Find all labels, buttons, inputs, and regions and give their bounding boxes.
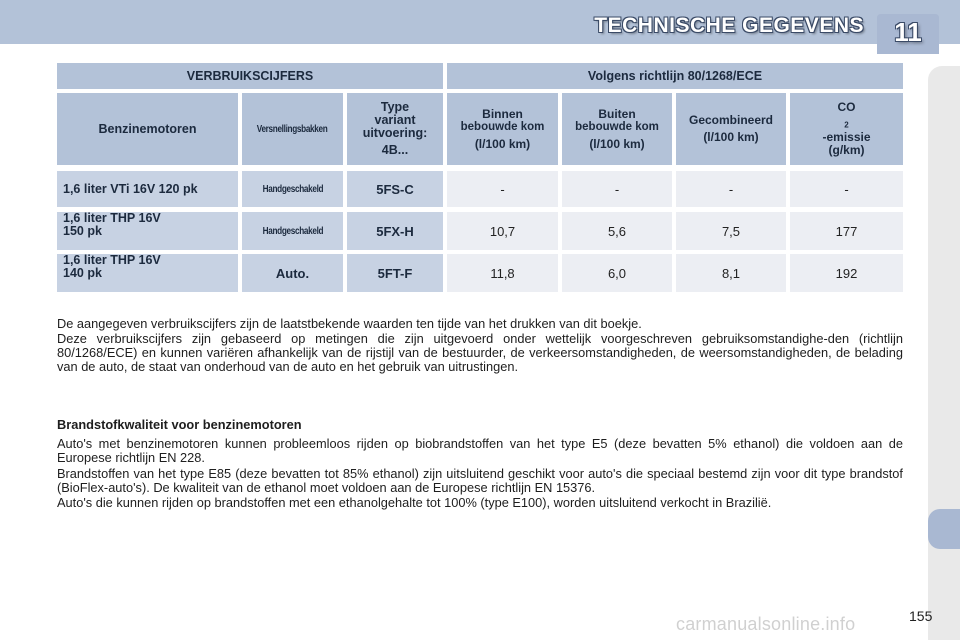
co2-line1b: -emissie [822,130,871,145]
col-header-co2 [790,93,903,165]
type-line3: uitvoering: [362,126,428,140]
type-line1: Type [380,100,410,114]
row1-co2: - [790,171,903,207]
col-header-combined [676,93,786,165]
watermark: carmanualsonline.info [676,614,856,634]
row2-engine [57,212,238,250]
row3-engine-line1: 1,6 liter THP 16V [63,253,161,267]
paragraph-intro: De aangegeven verbruikscijfers zijn de laatstbekende waarden ten tijde van het drukken van dit boekje. [57,316,642,331]
section-heading-fuel-quality: Brandstofkwaliteit voor benzinemotoren [57,417,302,432]
combined-line2: (l/100 km) [703,130,759,144]
row2-urban: 10,7 [447,212,558,250]
paragraph-e85: Brandstoffen van het type E85 (deze bevatten tot 85% ethanol) zijn uitsluitend geschikt voor auto's die speciaal bestemd zijn voor dit type brandstof (BioFlex-auto's). De kwaliteit van de ethanol moet voldoen aan de Europese richtlijn EN 15376. [57,466,903,495]
urban-line2: bebouwde kom [460,120,545,133]
extra-line3: (l/100 km) [589,136,645,151]
chapter-number: 11 [894,17,922,47]
row2-combined: 7,5 [676,212,786,250]
col-header-gearbox-label: Versnellingsbakken [257,123,328,135]
col-header-type [347,93,443,165]
col-header-gearbox [242,93,343,165]
co2-line1-wrap [822,101,870,144]
urban-line3: (l/100 km) [474,136,531,151]
extra-line2: bebouwde kom [575,120,659,133]
co2-line2: (g/km) [828,143,865,158]
row3-engine [57,254,238,292]
side-marker [928,509,960,549]
row1-engine-label: 1,6 liter VTi 16V 120 pk [63,182,198,196]
row3-combined: 8,1 [676,254,786,292]
row2-gearbox [242,212,343,250]
row1-urban: - [447,171,558,207]
page-title: TECHNISCHE GEGEVENS [594,14,864,37]
row1-gearbox [242,171,343,207]
type-line2: variant [374,113,416,127]
group-header-right: Volgens richtlijn 80/1268/ECE [447,63,903,89]
side-rail [928,66,960,640]
row1-type: 5FS-C [347,171,443,207]
row3-extra: 6,0 [562,254,672,292]
group-header-left: VERBRUIKSCIJFERS [57,63,443,89]
row3-gearbox: Auto. [242,254,343,292]
page-number: 155 [909,608,933,624]
col-header-extra-urban [562,93,672,165]
chapter-tab [877,14,939,48]
co2-line1: CO [837,99,856,114]
row2-co2: 177 [790,212,903,250]
col-header-urban [447,93,558,165]
row1-gearbox-label: Handgeschakeld [262,183,323,195]
row2-engine-line2: 150 pk [63,224,102,238]
row2-engine-line1: 1,6 liter THP 16V [63,211,161,225]
row3-co2: 192 [790,254,903,292]
row1-extra: - [562,171,672,207]
paragraph-e5: Auto's met benzinemotoren kunnen probleemloos rijden op biobrandstoffen van het type E5 (deze bevatten 5% ethanol) die voldoen aan de Europese richtlijn EN 228. [57,436,903,465]
row2-gearbox-label: Handgeschakeld [262,225,323,237]
combined-line1: Gecombineerd [688,113,774,127]
co2-sub: 2 [844,120,849,130]
paragraph-conditions: Deze verbruikscijfers zijn gebaseerd op metingen die zijn uitgevoerd onder wettelijk voorgeschreven gebruiksomstandighe-den (richtlijn 80/1268/ECE) en kunnen variëren afhankelijk van de rijstijl van de bestuurder, de verkeersomstandigheden, de weersomstandigheden, de belading van de auto, de staat van onderhoud van de auto en het gebruik van uitrustingen. [57,331,903,374]
paragraph-e100: Auto's die kunnen rijden op brandstoffen met een ethanolgehalte tot 100% (type E100), worden uitsluitend verkocht in Brazilië. [57,495,772,510]
extra-line1: Buiten [598,106,636,121]
row2-extra: 5,6 [562,212,672,250]
type-line4: 4B... [381,143,409,157]
row1-combined: - [676,171,786,207]
row3-urban: 11,8 [447,254,558,292]
row3-engine-line2: 140 pk [63,266,102,280]
row3-type: 5FT-F [347,254,443,292]
col-header-engine: Benzinemotoren [57,93,238,165]
row2-type: 5FX-H [347,212,443,250]
urban-line1: Binnen [482,106,523,121]
row1-engine [57,171,238,207]
